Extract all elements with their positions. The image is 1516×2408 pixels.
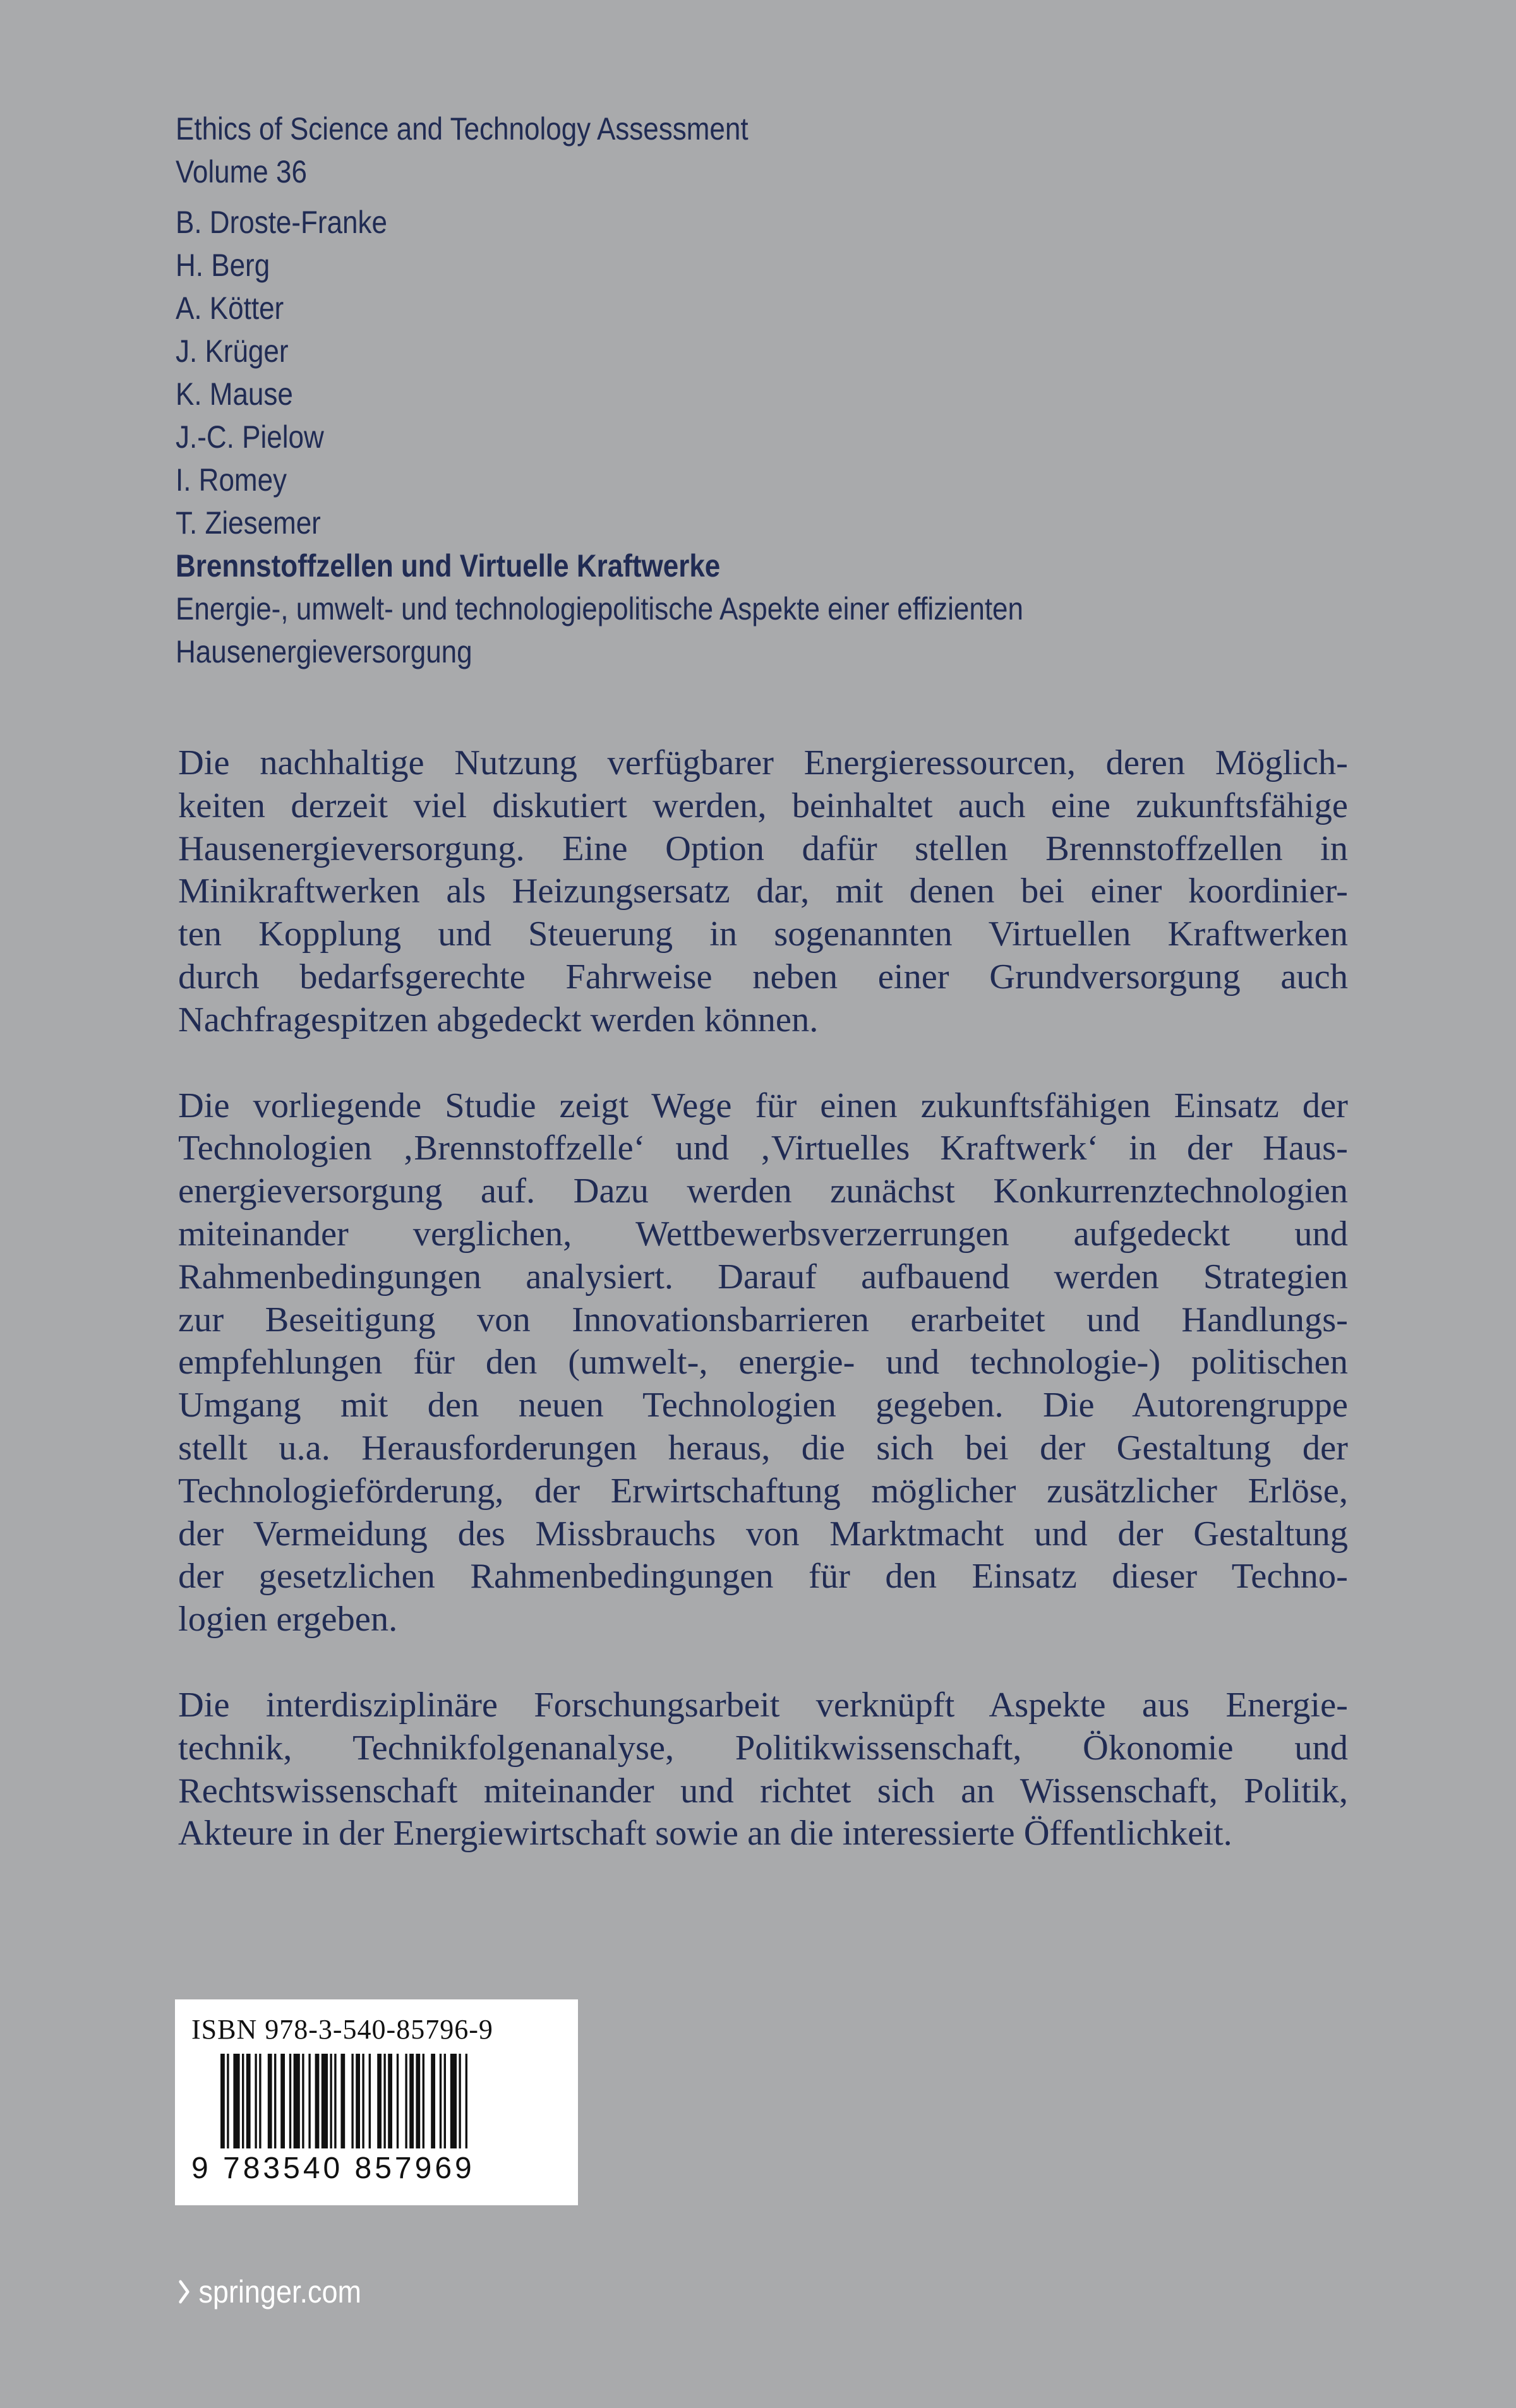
publisher-link[interactable]	[178, 2273, 361, 2310]
barcode-bar	[227, 2054, 229, 2148]
barcode-bar	[242, 2054, 244, 2148]
barcode-bar	[356, 2054, 360, 2148]
barcode-digits: 9 783540 857969	[191, 2152, 475, 2185]
barcode-bar	[330, 2054, 332, 2148]
barcode-bar	[322, 2054, 328, 2148]
barcode-bar	[233, 2054, 239, 2148]
isbn-number: ISBN 978-3-540-85796-9	[191, 2014, 493, 2045]
publisher-url[interactable]: springer.com	[198, 2274, 362, 2309]
barcode-bar	[409, 2054, 414, 2148]
blurb-line: energieversorgung auf. Dazu werden zunächst Konkurrenztechnologien	[178, 1171, 1348, 1211]
blurb-line: Rahmenbedingungen analysiert. Darauf aufbauend werden Strategien	[178, 1257, 1348, 1297]
blurb-text	[178, 742, 1348, 1898]
barcode-bar	[416, 2054, 420, 2148]
blurb-line: Technologien ‚Brennstoffzelle‘ und ‚Virtuelles Kraftwerk‘ in der Haus-	[178, 1129, 1348, 1168]
blurb-line: ten Kopplung und Steuerung in sogenannten Virtuellen Kraftwerken	[178, 914, 1348, 954]
blurb-line: miteinander verglichen, Wettbewerbsverzerrungen aufgedeckt und	[178, 1214, 1348, 1254]
book-subtitle-line: Energie-, umwelt- und technologiepolitische Aspekte einer effizienten	[176, 591, 1023, 626]
book-subtitle-line: Hausenergieversorgung	[176, 634, 472, 669]
barcode-bar	[255, 2054, 256, 2148]
barcode-bar	[315, 2054, 320, 2148]
barcode-bar	[259, 2054, 261, 2148]
series-title: Ethics of Science and Technology Assessment	[176, 111, 749, 147]
author-name: K. Mause	[176, 376, 293, 412]
barcode-bar	[405, 2054, 407, 2148]
barcode-bar	[362, 2054, 364, 2148]
barcode-bar	[220, 2054, 225, 2148]
barcode-bar	[294, 2054, 300, 2148]
barcode-bar	[246, 2054, 251, 2148]
author-name: B. Droste-Franke	[176, 205, 387, 240]
blurb-line: Nachfragespitzen abgedeckt werden können.	[178, 1000, 819, 1039]
barcode-bar	[351, 2054, 353, 2148]
blurb-line: Die interdisziplinäre Forschungsarbeit verknüpft Aspekte aus Energie-	[178, 1685, 1348, 1725]
blurb-line: durch bedarfsgerechte Fahrweise neben einer Grundversorgung auch	[178, 957, 1348, 997]
blurb-line: Umgang mit den neuen Technologien gegeben. Die Autorengruppe	[178, 1386, 1348, 1425]
barcode-bar	[268, 2054, 272, 2148]
blurb-line: Akteure in der Energiewirtschaft sowie an die interessierte Öffentlichkeit.	[178, 1814, 1232, 1854]
barcode-bar	[397, 2054, 399, 2148]
book-title: Brennstoffzellen und Virtuelle Kraftwerke	[176, 548, 721, 584]
barcode-bars	[220, 2054, 530, 2148]
blurb-line: empfehlungen für den (umwelt-, energie- und technologie-) politischen	[178, 1343, 1348, 1382]
barcode-bar	[340, 2054, 345, 2148]
author-name: I. Romey	[176, 462, 287, 498]
barcode-bar	[383, 2054, 385, 2148]
blurb-line: Technologieförderung, der Erwirtschaftung möglicher zusätzlicher Erlöse,	[178, 1471, 1348, 1511]
barcode-bar	[377, 2054, 382, 2148]
blurb-line: Die vorliegende Studie zeigt Wege für einen zukunftsfähigen Einsatz der	[178, 1086, 1348, 1125]
barcode-bar	[450, 2054, 457, 2148]
barcode-bar	[423, 2054, 424, 2148]
barcode-bar	[334, 2054, 336, 2148]
blurb-line: Hausenergieversorgung. Eine Option dafür stellen Brennstoffzellen in	[178, 829, 1348, 868]
blurb-paragraph	[178, 1085, 1348, 1641]
barcode-bar	[444, 2054, 446, 2148]
volume-number: Volume 36	[176, 154, 307, 189]
blurb-line: stellt u.a. Herausforderungen heraus, die sich bei der Gestaltung der	[178, 1428, 1348, 1468]
author-name: T. Ziesemer	[176, 505, 321, 541]
blurb-line: Minikraftwerken als Heizungsersatz dar, mit denen bei einer koordinier-	[178, 872, 1348, 911]
header	[176, 107, 1232, 673]
barcode-bar	[280, 2054, 285, 2148]
blurb-paragraph	[178, 1684, 1348, 1855]
barcode-bar	[440, 2054, 442, 2148]
author-name: J. Krüger	[176, 333, 289, 369]
barcode-bar	[459, 2054, 460, 2148]
barcode-bar	[466, 2054, 467, 2148]
isbn-barcode-box	[175, 1999, 578, 2205]
blurb-paragraph	[178, 742, 1348, 1042]
barcode-bar	[388, 2054, 392, 2148]
blurb-line: technik, Technikfolgenanalyse, Politikwissenschaft, Ökonomie und	[178, 1728, 1348, 1768]
author-list	[176, 201, 1232, 544]
author-name: H. Berg	[176, 248, 270, 283]
blurb-line: der Vermeidung des Missbrauchs von Marktmacht und der Gestaltung	[178, 1514, 1348, 1554]
blurb-line: zur Beseitigung von Innovationsbarrieren erarbeitet und Handlungs-	[178, 1300, 1348, 1339]
author-name: J.-C. Pielow	[176, 419, 324, 455]
author-name: A. Kötter	[176, 291, 284, 326]
barcode-bar	[302, 2054, 304, 2148]
chevron-right-icon	[178, 2279, 191, 2304]
barcode-bar	[369, 2054, 371, 2148]
blurb-line: Die nachhaltige Nutzung verfügbarer Energieressourcen, deren Möglich-	[178, 743, 1348, 782]
blurb-line: keiten derzeit viel diskutiert werden, beinhaltet auch eine zukunftsfähige	[178, 786, 1348, 825]
barcode-bar	[431, 2054, 435, 2148]
barcode-bar	[308, 2054, 310, 2148]
blurb-line: der gesetzlichen Rahmenbedingungen für den Einsatz dieser Techno-	[178, 1557, 1348, 1596]
blurb-line: logien ergeben.	[178, 1600, 398, 1639]
barcode-bar	[289, 2054, 291, 2148]
blurb-line: Rechtswissenschaft miteinander und richtet sich an Wissenschaft, Politik,	[178, 1771, 1348, 1811]
barcode-bar	[274, 2054, 276, 2148]
